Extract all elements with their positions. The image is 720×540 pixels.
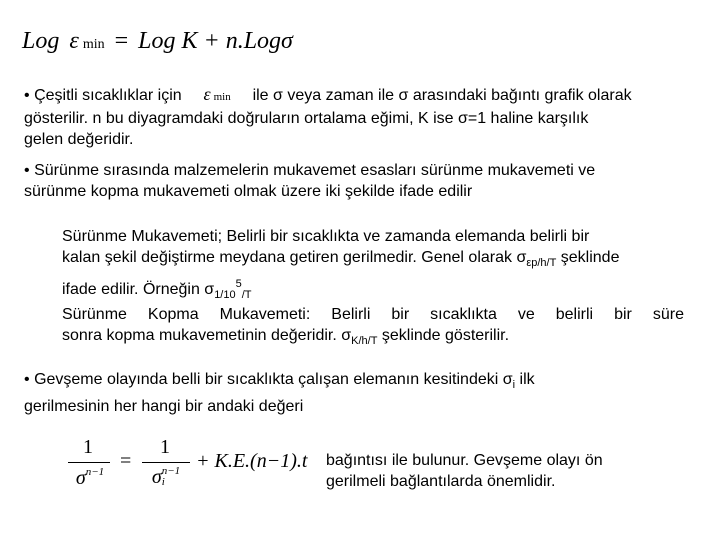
creep-strength-line3: ifade edilir. Örneğin $\sigma_{1/10}^5_{/T}$ [62, 278, 252, 301]
formula2-den2: σ [151, 466, 162, 488]
bullet2-line2: sürünme kopma mukavemeti olmak üzere iki şekilde ifade edilir [24, 183, 473, 200]
formula2-rest: + K.E.(n−1).t [196, 450, 308, 472]
formula2-num1: 1 [83, 436, 93, 458]
relaxation-formula: 1 $\sigma^{n-1}$ = 1 σ n−1 i + K.E.(n−1).t [66, 436, 328, 500]
bullet-paragraph-2 [24, 160, 704, 202]
bullet3-line2: gerilmesinin her hangi bir andaki değeri [24, 398, 304, 415]
bullet1-text-after: ile σ veya zaman ile σ arasındaki bağıntı grafik olarak [252, 87, 632, 104]
formula-log-emin [22, 28, 293, 55]
formula2-num2: 1 [160, 436, 170, 458]
formula-lhs-epsilon: ε [69, 28, 79, 54]
bullet3-line1: Gevşeme olayında belli bir sıcaklıkta çalışan elemanın kesitindeki σ [34, 371, 513, 388]
bullet1-line3: gelen değeridir. [24, 131, 134, 148]
bullet2-line1: Sürünme sırasında malzemelerin mukavemet esasları sürünme mukavemeti ve [34, 162, 596, 179]
bullet-marker: • [24, 162, 30, 179]
relaxation-note [326, 450, 706, 492]
rupture-strength-line2: sonra kopma mukavemetinin değeridir. $\sigma_{K/h/T}$ şeklinde gösterilir. [62, 327, 510, 347]
bullet-marker: • [24, 371, 30, 388]
creep-strength-definition [62, 226, 686, 306]
rupture-strength-line1: Sürünme Kopma Mukavemeti: Belirli bir sıcaklıkta ve belirli bir süre [62, 306, 684, 323]
formula-lhs-log: Log [22, 28, 60, 54]
formula-lhs-sub: min [82, 37, 105, 52]
rupture-strength-definition [62, 304, 684, 352]
formula2-den1: σ [75, 467, 86, 489]
relaxation-note-line1: bağıntısı ile bulunur. Gevşeme olayı ön [326, 452, 603, 469]
formula-equals: = [114, 28, 129, 54]
bullet-paragraph-3: • Gevşeme olayında belli bir sıcaklıkta çalışan elemanın kesitindeki $\sigma_i$ ilk gerilmesinin her hangi bir andaki değeri [24, 369, 704, 417]
bullet1-text-before: Çeşitli sıcaklıklar için [34, 87, 182, 104]
bullet1-line2: gösterilir. n bu diyagramdaki doğruların ortalama eğimi, K ise σ=1 haline karşılık [24, 110, 589, 127]
formula-rhs: Log K + n.Logσ [138, 28, 293, 54]
bullet-marker: • [24, 87, 30, 104]
bullet-paragraph-1 [24, 84, 704, 150]
creep-strength-line2: kalan şekil değiştirme meydana getiren gerilmedir. Genel olarak $\sigma_{\varepsilon p/h/T}$ şeklinde [62, 249, 620, 269]
epsilon-min-symbol: ε min [203, 84, 231, 104]
relaxation-note-line2: gerilmeli bağlantılarda önemlidir. [326, 473, 556, 490]
creep-strength-line1: Sürünme Mukavemeti; Belirli bir sıcaklıkta ve zamanda elemanda belirli bir [62, 228, 590, 245]
formula2-equals: = [120, 450, 132, 472]
